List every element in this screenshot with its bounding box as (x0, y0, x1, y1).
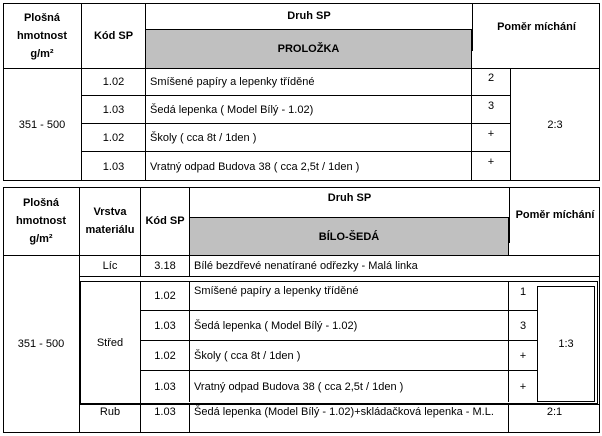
kind-cell: Školy ( cca 8t / 1den ) (190, 341, 509, 370)
code-cell: 1.02 (82, 68, 146, 95)
table-row (82, 68, 510, 96)
table2-middle-rows (141, 281, 537, 404)
part-cell: + (487, 156, 495, 168)
table-row (82, 152, 510, 181)
code-cell: 3.18 (141, 255, 190, 276)
part-cell: 3 (487, 100, 495, 112)
table1-mix-ratio: 2:3 (510, 68, 600, 181)
table-row (141, 371, 537, 404)
table2-middle-mix-ratio: 1:3 (537, 286, 595, 402)
code-cell: 1.03 (82, 96, 146, 123)
table2-header-layer-l2: materiálu (85, 224, 135, 236)
table1-header-weight-l3: g/m² (30, 47, 54, 60)
table1-header-weight-l1: Plošná (23, 11, 61, 24)
table2-header-weight-l2: hmotnost (15, 215, 67, 227)
part-cell: 1 (519, 286, 527, 298)
table2-weight-range: 351 - 500 (3, 255, 80, 433)
table2-header-ratio: Poměr míchání (509, 187, 600, 243)
part-cell: 2 (487, 72, 495, 84)
table-row (141, 311, 537, 341)
table2-header-weight-l1: Plošná (22, 197, 60, 209)
table2-header-weight-l3: g/m² (29, 233, 53, 245)
kind-cell: Smíšené papíry a lepenky tříděné (146, 68, 472, 95)
table1-subheader: PROLOŽKA (146, 29, 472, 68)
table1-header-ratio: Poměr míchání (472, 3, 600, 51)
kind-cell: Šedá lepenka ( Model Bílý - 1.02) (190, 311, 509, 340)
table1-header-kind: Druh SP (287, 10, 331, 22)
table1-weight-range: 351 - 500 (3, 68, 82, 181)
code-cell: 1.03 (141, 405, 190, 433)
mix-ratio-cell: 2:1 (546, 406, 563, 418)
table2-header-kind: Druh SP (327, 192, 372, 204)
table2-header-weight (3, 187, 80, 255)
table-row (141, 341, 537, 371)
part-cell: + (487, 128, 495, 140)
table1-header-code: Kód SP (82, 3, 146, 68)
layer-cell: Líc (80, 255, 141, 276)
code-cell: 1.02 (82, 124, 146, 151)
code-cell: 1.03 (141, 311, 190, 340)
table-row (141, 281, 537, 311)
table2-header-layer-l1: Vrstva (93, 206, 127, 218)
kind-cell: Šedá lepenka (Model Bílý - 1.02)+skládačková lepenka - M.L. (190, 405, 509, 433)
kind-cell: Smíšené papíry a lepenky tříděné (190, 281, 509, 310)
code-cell: 1.03 (141, 371, 190, 402)
part-cell: + (519, 349, 527, 362)
table-row (82, 124, 510, 152)
table1-header-weight-l2: hmotnost (16, 29, 68, 42)
table2-header-layer (80, 187, 141, 255)
table2-middle-layer: Střed (80, 281, 141, 404)
layer-cell: Rub (80, 405, 141, 433)
kind-cell: Vratný odpad Budova 38 ( cca 2,5t / 1den ) (190, 371, 509, 402)
kind-cell: Vratný odpad Budova 38 ( cca 2,5t / 1den ) (146, 152, 472, 181)
table2-header-code: Kód SP (141, 187, 190, 255)
kind-cell: Bílé bezdřevé nenatírané odřezky - Malá linka (194, 259, 418, 272)
table-row-face (80, 255, 600, 277)
table-row (82, 96, 510, 124)
kind-cell: Šedá lepenka ( Model Bílý - 1.02) (146, 96, 472, 123)
table1-header-weight (3, 3, 82, 68)
code-cell: 1.02 (141, 341, 190, 370)
table2-subheader: BÍLO-ŠEDÁ (190, 217, 509, 255)
code-cell: 1.02 (141, 281, 190, 310)
part-cell: + (519, 380, 527, 393)
code-cell: 1.03 (82, 152, 146, 181)
table1-rows (82, 68, 510, 181)
kind-cell: Školy ( cca 8t / 1den ) (146, 124, 472, 151)
table-row-back (80, 404, 600, 433)
part-cell: 3 (519, 319, 527, 332)
